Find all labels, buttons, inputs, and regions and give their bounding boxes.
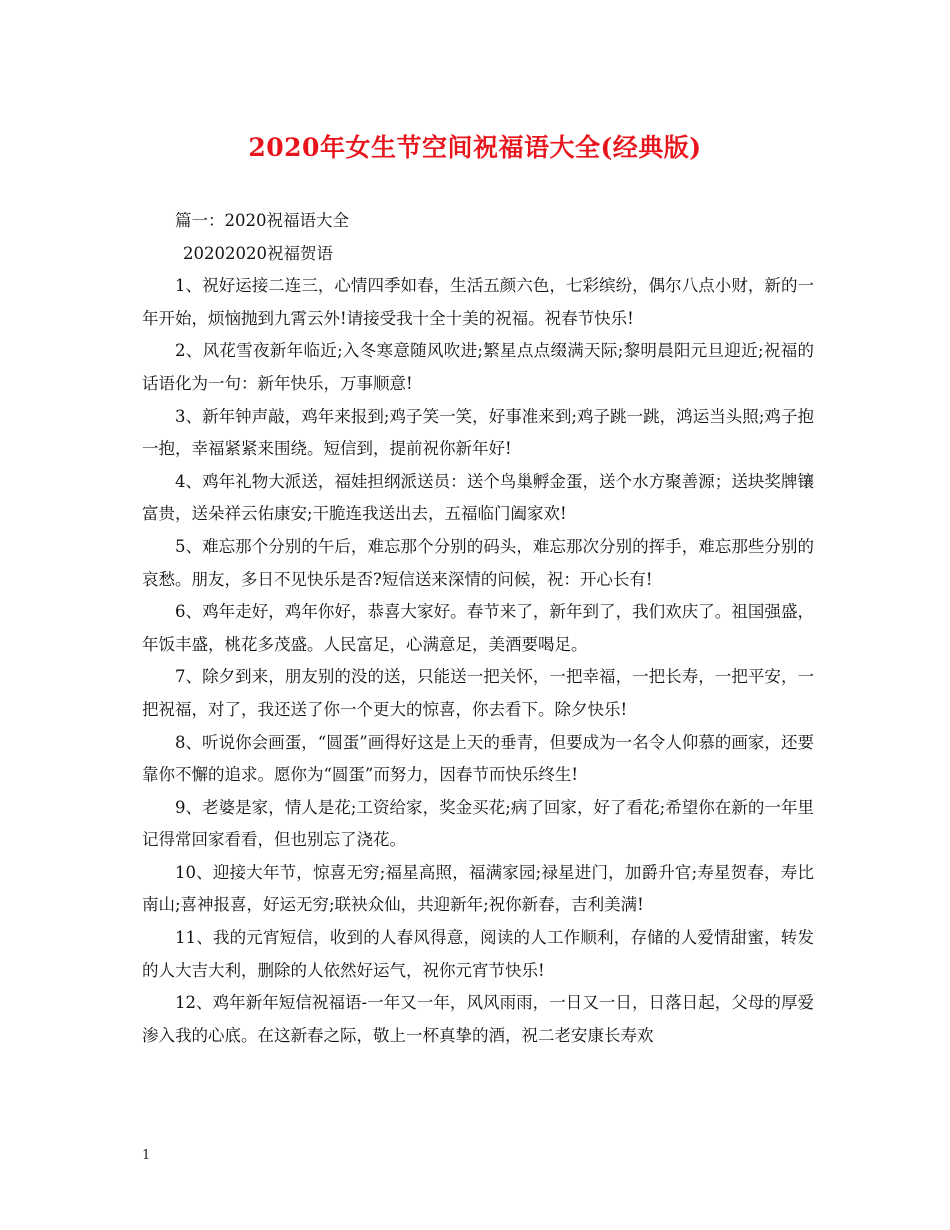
paragraph-2: 2、风花雪夜新年临近;入冬寒意随风吹进;繁星点点缀满天际;黎明晨阳元旦迎近;祝福的话语化为一句：新年快乐，万事顺意!: [142, 341, 814, 393]
paragraph-7: 7、除夕到来，朋友别的没的送，只能送一把关怀，一把幸福，一把长寿，一把平安，一把祝福，对了，我还送了你一个更大的惊喜，你去看下。除夕快乐!: [142, 667, 814, 719]
paragraph-8: 8、听说你会画蛋，“圆蛋”画得好这是上天的垂青，但要成为一名令人仰慕的画家，还要靠你不懈的追求。愿你为“圆蛋”而努力，因春节而快乐终生!: [142, 732, 814, 785]
paragraph-9: 9、老婆是家，情人是花;工资给家，奖金买花;病了回家，好了看花;希望你在新的一年里记得常回家看看，但也别忘了浇花。: [142, 797, 814, 850]
section-heading: 篇一：2020祝福语大全: [175, 211, 349, 230]
sub-heading: 20202020祝福贺语: [183, 243, 333, 263]
paragraph-10: 10、迎接大年节，惊喜无穷;福星高照，福满家园;禄星进门，加爵升官;寿星贺春，寿比南山;喜神报喜，好运无穷;联袂众仙，共迎新年;祝你新春，吉利美满!: [142, 862, 814, 915]
document-title: 2020年女生节空间祝福语大全(经典版): [248, 133, 702, 162]
paragraph-12: 12、鸡年新年短信祝福语-一年又一年，风风雨雨，一日又一日，日落日起，父母的厚爱渗入我的心底。在这新春之际，敬上一杯真挚的酒，祝二老安康长寿欢: [142, 993, 814, 1045]
paragraph-3: 3、新年钟声敲，鸡年来报到;鸡子笑一笑，好事准来到;鸡子跳一跳，鸿运当头照;鸡子抱一抱，幸福紧紧来围绕。短信到，提前祝你新年好!: [142, 406, 814, 459]
paragraph-6: 6、鸡年走好，鸡年你好，恭喜大家好。春节来了，新年到了，我们欢庆了。祖国强盛，年饭丰盛，桃花多茂盛。人民富足，心满意足，美酒要喝足。: [142, 602, 814, 654]
paragraph-1: 1、祝好运接二连三，心情四季如春，生活五颜六色，七彩缤纷，偶尔八点小财，新的一年开始，烦恼抛到九霄云外!请接受我十全十美的祝福。祝春节快乐!: [142, 276, 814, 328]
page-number: 1: [142, 1148, 151, 1163]
paragraph-4: 4、鸡年礼物大派送，福娃担纲派送员：送个鸟巢孵金蛋，送个水方聚善源；送块奖牌镶富贵，送朵祥云佑康安;干脆连我送出去，五福临门阖家欢!: [142, 471, 814, 524]
paragraph-11: 11、我的元宵短信，收到的人春风得意，阅读的人工作顺利，存储的人爱情甜蜜，转发的人大吉大利，删除的人依然好运气，祝你元宵节快乐!: [142, 928, 814, 980]
document-body: [142, 205, 814, 1052]
paragraph-5: 5、难忘那个分别的午后，难忘那个分别的码头，难忘那次分别的挥手，难忘那些分别的哀愁。朋友，多日不见快乐是否?短信送来深情的问候，祝：开心长有!: [142, 536, 814, 589]
